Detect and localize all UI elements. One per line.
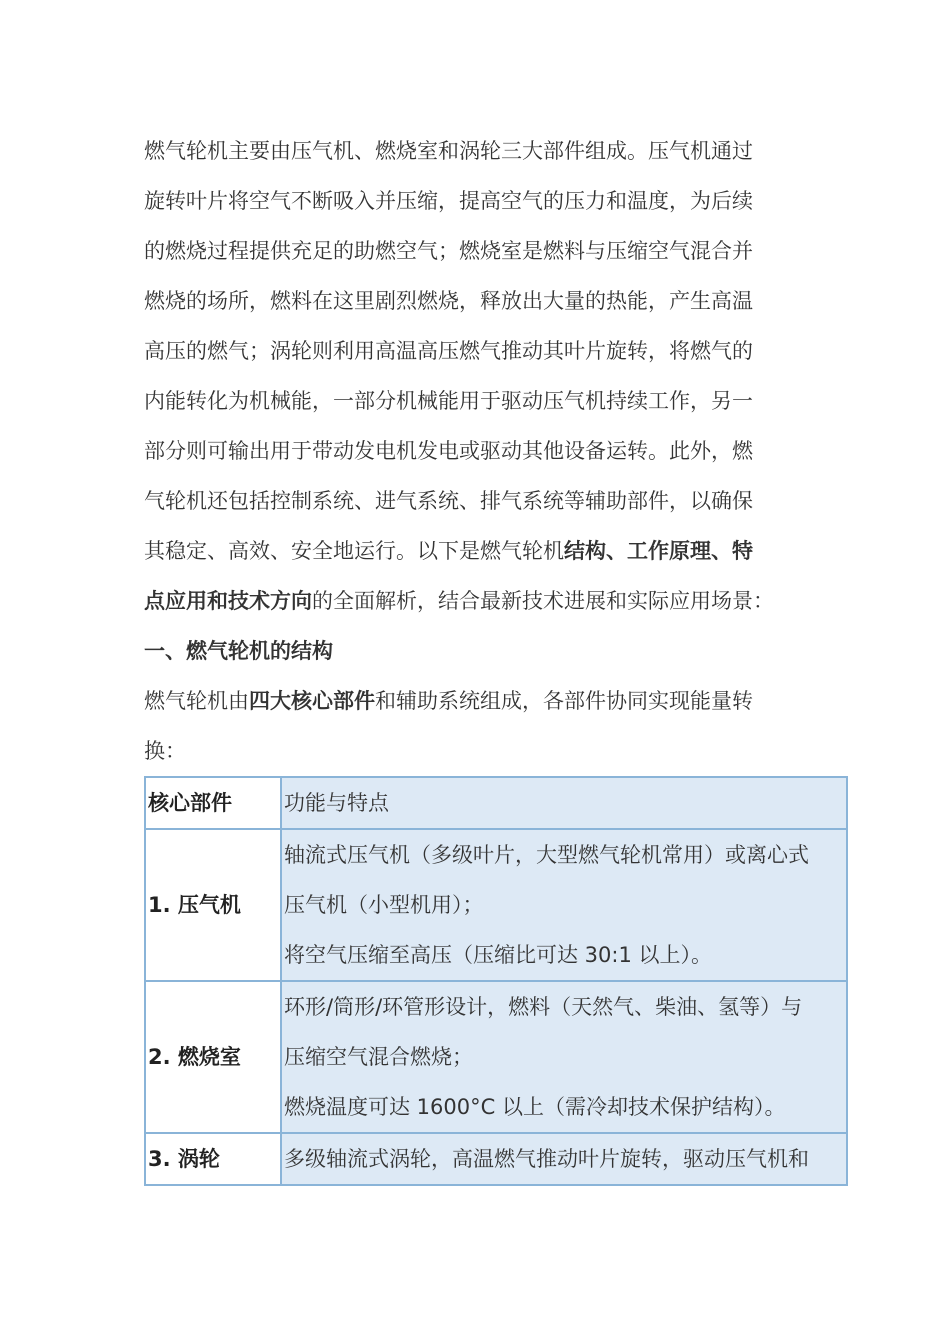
- desc-line: 燃烧温度可达 1600°C 以上（需冷却技术保护结构）。: [284, 1095, 786, 1119]
- table-row: [145, 1133, 847, 1185]
- desc-line: 多级轴流式涡轮，高温燃气推动叶片旋转，驱动压气机和: [284, 1147, 809, 1171]
- row-desc-combustor: [281, 981, 847, 1133]
- row-part-compressor: 1. 压气机: [145, 829, 281, 981]
- intro-paragraph: [144, 126, 806, 626]
- intro-line-5: 高压的燃气；涡轮则利用高温高压燃气推动其叶片旋转，将燃气的: [144, 339, 753, 363]
- intro-line-9-prefix: 其稳定、高效、安全地运行。以下是燃气轮机: [144, 539, 564, 563]
- document-page: [144, 126, 848, 1186]
- desc-line: 环形/筒形/环管形设计，燃料（天然气、柴油、氢等）与: [284, 995, 803, 1019]
- intro-line-1: 燃气轮机主要由压气机、燃烧室和涡轮三大部件组成。压气机通过: [144, 139, 753, 163]
- section-intro-prefix: 燃气轮机由: [144, 689, 249, 713]
- desc-line: 将空气压缩至高压（压缩比可达 30:1 以上）。: [284, 943, 713, 967]
- section-intro-line-2: 换：: [144, 739, 186, 763]
- row-desc-turbine: [281, 1133, 847, 1185]
- intro-line-9-bold: 结构、工作原理、特: [564, 539, 753, 563]
- intro-line-6: 内能转化为机械能，一部分机械能用于驱动压气机持续工作，另一: [144, 389, 753, 413]
- table-row: [145, 981, 847, 1133]
- table-row: [145, 829, 847, 981]
- header-function: 功能与特点: [281, 777, 847, 829]
- intro-line-10-bold: 点应用和技术方向: [144, 589, 312, 613]
- header-core-part: 核心部件: [145, 777, 281, 829]
- desc-line: 压气机（小型机用）；: [284, 893, 484, 917]
- row-part-combustor: 2. 燃烧室: [145, 981, 281, 1133]
- intro-line-3: 的燃烧过程提供充足的助燃空气；燃烧室是燃料与压缩空气混合并: [144, 239, 753, 263]
- intro-line-8: 气轮机还包括控制系统、进气系统、排气系统等辅助部件，以确保: [144, 489, 753, 513]
- section-heading: 一、燃气轮机的结构: [144, 639, 333, 663]
- section-intro-suffix: 和辅助系统组成，各部件协同实现能量转: [375, 689, 753, 713]
- table-header-row: [145, 777, 847, 829]
- intro-line-2: 旋转叶片将空气不断吸入并压缩，提高空气的压力和温度，为后续: [144, 189, 753, 213]
- row-desc-compressor: [281, 829, 847, 981]
- desc-line: 压缩空气混合燃烧；: [284, 1045, 473, 1069]
- intro-line-7: 部分则可输出用于带动发电机发电或驱动其他设备运转。此外，燃: [144, 439, 753, 463]
- intro-line-10-suffix: 的全面解析，结合最新技术进展和实际应用场景：: [312, 589, 774, 613]
- section-intro-bold: 四大核心部件: [249, 689, 375, 713]
- intro-line-4: 燃烧的场所，燃料在这里剧烈燃烧，释放出大量的热能，产生高温: [144, 289, 753, 313]
- desc-line: 轴流式压气机（多级叶片，大型燃气轮机常用）或离心式: [284, 843, 809, 867]
- core-parts-table: [144, 776, 848, 1186]
- section-intro: [144, 676, 806, 776]
- row-part-turbine: 3. 涡轮: [145, 1133, 281, 1185]
